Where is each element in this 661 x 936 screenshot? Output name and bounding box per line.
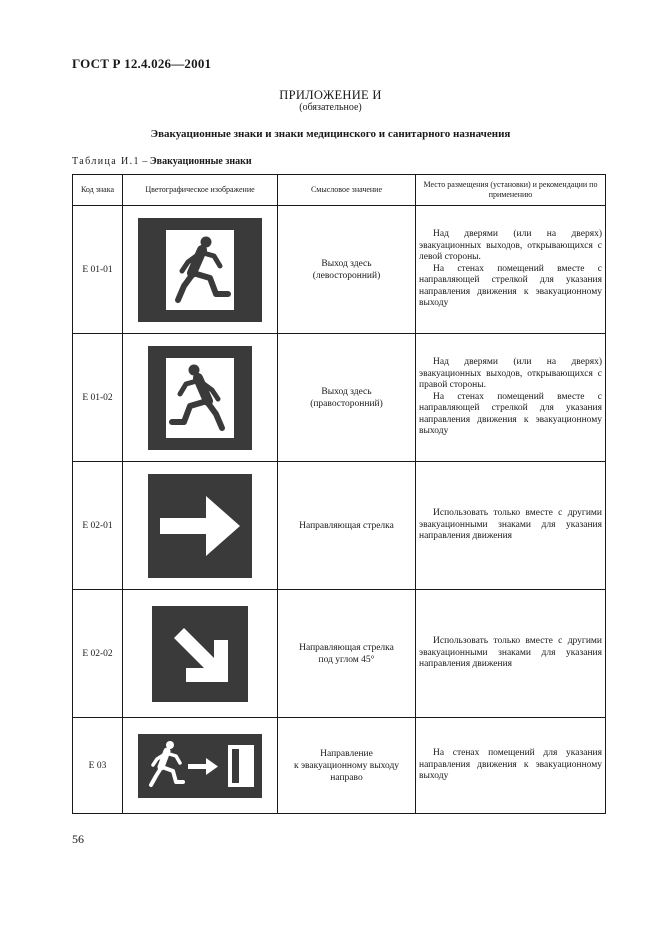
placement-paragraph: Над дверями (или на дверях) эвакуационных выходов, открывающихся с левой стороны. [419,229,602,263]
table-row [73,590,606,718]
sign-placement [416,206,606,334]
sign-meaning [278,590,416,718]
header-image: Цветографическое изображение [123,175,278,206]
meaning-line: направо [330,772,363,783]
table-row [73,718,606,814]
sign-code: E 02-01 [73,462,123,590]
meaning-line: Выход здесь [321,258,372,269]
table-header-row [73,175,606,206]
table-caption [72,156,252,167]
direction-arrow-diagonal-icon [152,606,248,702]
sign-meaning [278,462,416,590]
meaning-line: под углом 45° [318,654,375,665]
meaning-line: Выход здесь [321,386,372,397]
placement-paragraph: Использовать только вместе с другими эвакуационными знаками для указания направления движения [419,636,602,670]
meaning-line: к эвакуационному выходу [293,760,400,771]
header-code: Код знака [73,175,123,206]
sign-placement [416,334,606,462]
table-caption-title: Эвакуационные знаки [149,156,252,167]
header-placement: Место размещения (установки) и рекомендации по применению [416,175,606,206]
appendix-subtitle: (обязательное) [299,102,362,113]
sign-meaning [278,334,416,462]
meaning-line: Направление [320,748,373,759]
sign-code: E 01-01 [73,206,123,334]
placement-paragraph: На стенах помещений вместе с направляющей стрелкой для указания направления движения к эвакуационному выходу [419,263,602,309]
placement-paragraph: На стенах помещений вместе с направляющей стрелкой для указания направления движения к эвакуационному выходу [419,391,602,437]
placement-paragraph: Использовать только вместе с другими эвакуационными знаками для указания направления движения [419,508,602,542]
table-caption-dash: – [139,156,150,167]
table-row [73,462,606,590]
page-number: 56 [72,832,84,846]
meaning-line: Направляющая стрелка [299,520,394,531]
sign-placement [416,718,606,814]
table-row [73,206,606,334]
exit-right-sign-icon [148,346,252,450]
header-meaning: Смысловое значение [278,175,416,206]
evacuation-signs-table [72,174,606,814]
evacuation-exit-right-icon [138,734,262,798]
meaning-line: Направляющая стрелка [299,642,394,653]
appendix-title: ПРИЛОЖЕНИЕ И [279,88,382,102]
document-code-header: ГОСТ Р 12.4.026—2001 [72,56,212,71]
sign-image [123,590,278,718]
sign-image [123,718,278,814]
sign-code: E 03 [73,718,123,814]
sign-image [123,462,278,590]
sign-placement [416,462,606,590]
sign-meaning [278,206,416,334]
sign-image [123,206,278,334]
section-title: Эвакуационные знаки и знаки медицинского и санитарного назначения [150,128,511,140]
placement-paragraph: На стенах помещений для указания направления движения к эвакуационному выходу [419,748,602,782]
table-row [73,334,606,462]
sign-placement [416,590,606,718]
exit-left-sign-icon [138,218,262,322]
meaning-line: (правосторонний) [310,398,383,409]
sign-code: E 01-02 [73,334,123,462]
sign-code: E 02-02 [73,590,123,718]
sign-meaning [278,718,416,814]
meaning-line: (левосторонний) [312,270,381,281]
sign-image [123,334,278,462]
table-caption-label: Таблица И.1 [72,156,140,167]
placement-paragraph: Над дверями (или на дверях) эвакуационных выходов, открывающихся с правой стороны. [419,357,602,391]
direction-arrow-right-icon [148,474,252,578]
